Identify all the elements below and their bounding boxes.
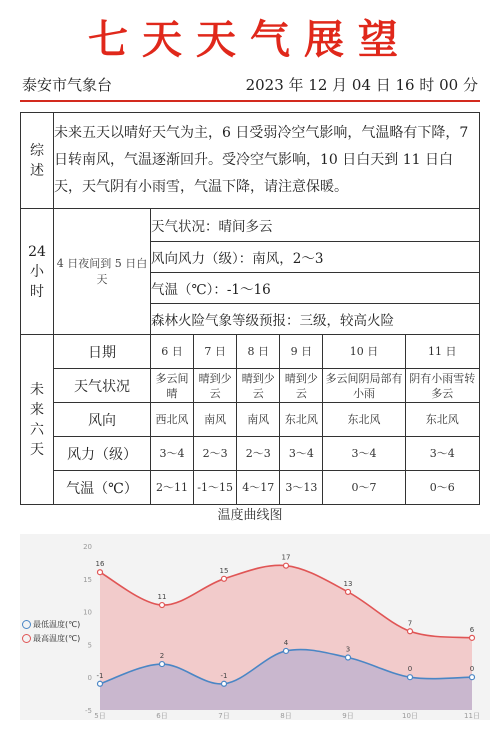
min-temp-point xyxy=(222,681,227,686)
chart-title: 温度曲线图 xyxy=(217,508,283,523)
forecast-table xyxy=(20,112,480,505)
day-weather: 多云间阴局部有小雨 xyxy=(323,369,405,403)
row-label-weather: 天气状况 xyxy=(54,369,151,403)
agency-name: 泰安市气象台 xyxy=(22,76,113,94)
y-tick-label: 15 xyxy=(83,575,92,584)
forecast24-label: 24 小 时 xyxy=(21,209,54,335)
max-temp-data-label: 7 xyxy=(407,619,413,628)
max-temp-data-label: 16 xyxy=(95,560,105,569)
temperature-chart xyxy=(20,534,490,720)
day-date: 11 日 xyxy=(405,335,479,369)
forecast24-fire: 森林火险气象等级预报：三级，较高火险 xyxy=(151,304,480,335)
day-weather: 晴到少云 xyxy=(237,369,280,403)
day-weather: 多云间晴 xyxy=(151,369,194,403)
day-temp: 4～17 xyxy=(237,471,280,505)
row-label-wind-force: 风力（级） xyxy=(54,437,151,471)
day-temp: 0～7 xyxy=(323,471,405,505)
max-temp-data-label: 17 xyxy=(281,553,291,562)
row-label-wind-dir: 风向 xyxy=(54,403,151,437)
day-weather: 晴到少云 xyxy=(280,369,323,403)
issue-time: 2023 年 12 月 04 日 16 时 00 分 xyxy=(245,76,478,94)
x-tick-label: 6日 xyxy=(156,712,168,720)
min-temp-data-label: -1 xyxy=(220,671,228,680)
forecast24-temp: 气温（℃）：-1～16 xyxy=(151,273,480,304)
max-temp-data-label: 6 xyxy=(469,625,475,634)
min-temp-data-label: 2 xyxy=(159,652,165,661)
min-temp-data-label: 0 xyxy=(469,665,475,674)
day-temp: 2～11 xyxy=(151,471,194,505)
day-temp: 0～6 xyxy=(405,471,479,505)
day-temp: -1～15 xyxy=(194,471,237,505)
y-tick-label: -5 xyxy=(85,707,92,715)
max-temp-point xyxy=(408,629,413,634)
min-temp-point xyxy=(346,655,351,660)
page-title: 七天天气展望 xyxy=(88,16,412,63)
x-tick-label: 9日 xyxy=(342,712,354,720)
y-tick-label: 0 xyxy=(87,674,92,683)
row-label-date: 日期 xyxy=(54,335,151,369)
day-date: 10 日 xyxy=(323,335,405,369)
max-temp-point xyxy=(470,635,475,640)
day-wind-force: 3～4 xyxy=(280,437,323,471)
y-tick-label: 10 xyxy=(83,608,92,617)
max-temp-point xyxy=(98,570,103,575)
temperature-chart-svg xyxy=(20,534,490,720)
chart-legend xyxy=(22,618,80,646)
max-temp-data-label: 11 xyxy=(157,593,167,602)
day-date: 9 日 xyxy=(280,335,323,369)
day-date: 8 日 xyxy=(237,335,280,369)
forecast24-wind: 风向风力（级）：南风，2～3 xyxy=(151,242,480,273)
min-temp-data-label: 4 xyxy=(283,638,289,647)
day-date: 7 日 xyxy=(194,335,237,369)
row-label-temp: 气温（℃） xyxy=(54,471,151,505)
day-weather: 阴有小雨雪转多云 xyxy=(405,369,479,403)
day-wind-dir: 南风 xyxy=(237,403,280,437)
day-wind-force: 3～4 xyxy=(151,437,194,471)
day-wind-force: 2～3 xyxy=(194,437,237,471)
day-date: 6 日 xyxy=(151,335,194,369)
day-wind-dir: 东北风 xyxy=(405,403,479,437)
legend-max-marker-icon xyxy=(22,634,31,643)
x-tick-label: 5日 xyxy=(94,712,106,720)
x-tick-label: 7日 xyxy=(218,712,230,720)
min-temp-data-label: -1 xyxy=(96,671,104,680)
max-temp-point xyxy=(222,576,227,581)
min-temp-data-label: 0 xyxy=(407,665,413,674)
day-temp: 3～13 xyxy=(280,471,323,505)
min-temp-point xyxy=(284,648,289,653)
y-tick-label: 5 xyxy=(87,641,92,650)
legend-item-max[interactable]: 最高温度(℃) xyxy=(22,632,80,646)
day-wind-force: 3～4 xyxy=(323,437,405,471)
day-wind-force: 3～4 xyxy=(405,437,479,471)
forecast24-weather: 天气状况：晴间多云 xyxy=(151,209,480,242)
legend-item-min[interactable]: 最低温度(℃) xyxy=(22,618,80,632)
day-wind-force: 2～3 xyxy=(237,437,280,471)
day-wind-dir: 南风 xyxy=(194,403,237,437)
legend-min-marker-icon xyxy=(22,620,31,629)
min-temp-point xyxy=(160,662,165,667)
max-temp-data-label: 13 xyxy=(343,579,353,588)
x-tick-label: 8日 xyxy=(280,712,292,720)
min-temp-point xyxy=(470,675,475,680)
summary-text: 未来五天以晴好天气为主，6 日受弱冷空气影响，气温略有下降，7 日转南风，气温逐渐回升。受冷空气影响，10 日白天到 11 日白天，天气阴有小雨雪，气温下降，请注意保暖。 xyxy=(54,113,480,209)
min-temp-data-label: 3 xyxy=(345,645,351,654)
day-wind-dir: 东北风 xyxy=(280,403,323,437)
forecast24-period: 4 日夜间到 5 日白天 xyxy=(54,209,151,335)
max-temp-data-label: 15 xyxy=(219,566,229,575)
summary-label: 综 述 xyxy=(21,113,54,209)
min-temp-point xyxy=(408,675,413,680)
header-rule xyxy=(20,100,480,102)
sixday-label: 未 来 六 天 xyxy=(21,335,54,505)
x-tick-label: 10日 xyxy=(402,712,418,720)
max-temp-point xyxy=(284,563,289,568)
x-tick-label: 11日 xyxy=(464,712,480,720)
min-temp-point xyxy=(98,681,103,686)
day-wind-dir: 西北风 xyxy=(151,403,194,437)
day-wind-dir: 东北风 xyxy=(323,403,405,437)
max-temp-point xyxy=(160,603,165,608)
day-weather: 晴到少云 xyxy=(194,369,237,403)
y-tick-label: 20 xyxy=(83,543,92,551)
max-temp-point xyxy=(346,589,351,594)
